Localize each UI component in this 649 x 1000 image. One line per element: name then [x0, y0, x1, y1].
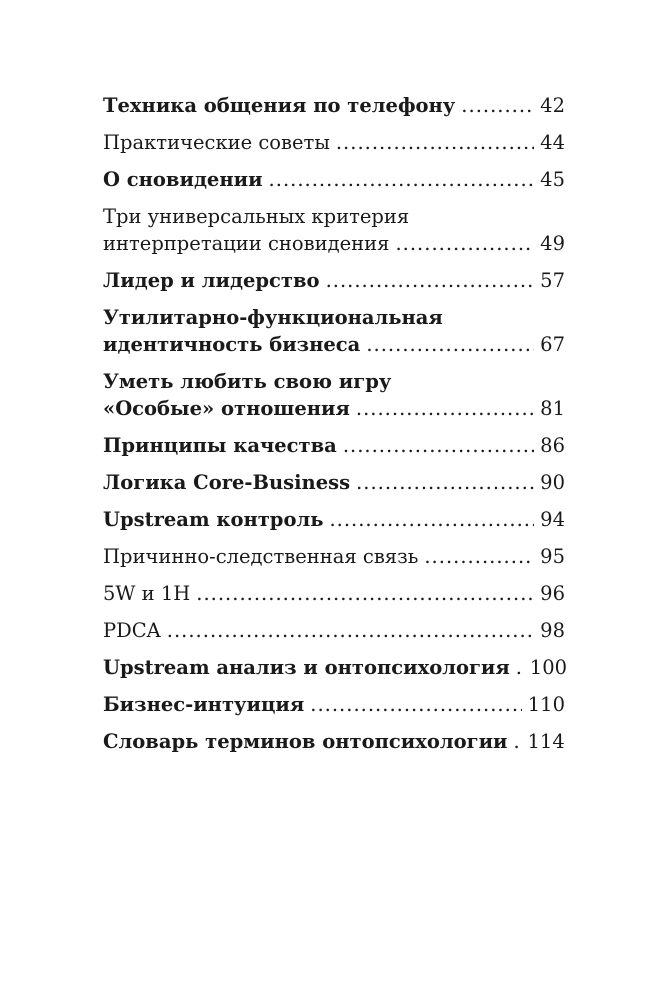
toc-entry-title: PDCA [103, 619, 161, 642]
toc-entry-line [103, 129, 565, 156]
toc-entry-title: Три универсальных критерия [103, 205, 410, 228]
toc-entry[interactable] [103, 129, 565, 156]
toc-entry-line [103, 230, 565, 257]
toc-entry-line [103, 543, 565, 570]
toc-entry-title: Upstream анализ и онтопсихология [103, 656, 510, 679]
toc-page-number: 94 [540, 508, 565, 531]
toc-entry[interactable] [103, 654, 568, 681]
toc-entry[interactable] [103, 304, 565, 358]
toc-entry[interactable] [103, 691, 565, 718]
toc-entry-title: Бизнес-интуиция [103, 693, 305, 716]
toc-entry-line [103, 728, 565, 755]
toc-entry-line [103, 469, 565, 496]
toc-entry[interactable] [103, 432, 565, 459]
toc-page-number: 45 [540, 168, 565, 191]
dot-leader [461, 92, 534, 119]
table-of-contents [103, 92, 568, 765]
dot-leader [424, 543, 534, 570]
toc-entry-title: Утилитарно-функциональная [103, 306, 443, 329]
toc-entry-title: Upstream контроль [103, 508, 324, 531]
dot-leader [343, 432, 534, 459]
toc-page-number: 49 [540, 232, 565, 255]
toc-entry-line [103, 331, 565, 358]
toc-page-number: 110 [527, 693, 565, 716]
toc-entry-title-continued: «Особые» отношения [103, 397, 350, 420]
toc-page-number: 86 [540, 434, 565, 457]
toc-entry[interactable] [103, 506, 565, 533]
toc-entry[interactable] [103, 92, 565, 119]
toc-page-number: 81 [540, 397, 565, 420]
toc-entry-title: Словарь терминов онтопсихологии [103, 730, 508, 753]
toc-page-number: 114 [527, 730, 565, 753]
toc-entry-line [103, 368, 565, 395]
toc-entry[interactable] [103, 166, 565, 193]
toc-entry-title: Практические советы [103, 131, 330, 154]
toc-entry[interactable] [103, 543, 565, 570]
dot-leader [310, 691, 522, 718]
toc-entry-title: Принципы качества [103, 434, 337, 457]
toc-entry-title: Уметь любить свою игру [103, 370, 392, 393]
dot-leader [356, 395, 534, 422]
toc-page-number: 44 [540, 131, 565, 154]
dot-leader [514, 728, 522, 755]
dot-leader [329, 506, 534, 533]
toc-entry-line [103, 506, 565, 533]
toc-entry-title: Причинно-следственная связь [103, 545, 419, 568]
toc-entry-title: Лидер и лидерство [103, 269, 320, 292]
toc-entry-line [103, 304, 565, 331]
toc-page-number: 96 [540, 582, 565, 605]
toc-entry-line [103, 617, 565, 644]
toc-entry-title-continued: идентичность бизнеса [103, 333, 361, 356]
dot-leader [366, 331, 534, 358]
dot-leader [167, 617, 534, 644]
dot-leader [356, 469, 534, 496]
dot-leader [326, 267, 535, 294]
toc-entry[interactable] [103, 203, 565, 257]
toc-entry[interactable] [103, 580, 565, 607]
dot-leader [395, 230, 534, 257]
toc-entry-line [103, 691, 565, 718]
toc-entry[interactable] [103, 617, 565, 644]
toc-entry-line [103, 654, 568, 681]
toc-entry-title: О сновидении [103, 168, 263, 191]
toc-entry[interactable] [103, 368, 565, 422]
toc-entry[interactable] [103, 728, 565, 755]
toc-page-number: 57 [540, 269, 565, 292]
toc-entry-line [103, 92, 565, 119]
toc-entry-title: 5W и 1H [103, 582, 191, 605]
toc-page-number: 42 [540, 94, 565, 117]
toc-entry[interactable] [103, 267, 565, 294]
dot-leader [196, 580, 534, 607]
toc-page-number: 100 [529, 656, 568, 679]
toc-page-number: 90 [540, 471, 565, 494]
toc-entry-line [103, 395, 565, 422]
toc-entry-title-continued: интерпретации сновидения [103, 232, 390, 255]
toc-entry[interactable] [103, 469, 565, 496]
toc-entry-title: Логика Core-Business [103, 471, 351, 494]
dot-leader [516, 654, 524, 681]
toc-entry-title: Техника общения по телефону [103, 94, 456, 117]
toc-entry-line [103, 267, 565, 294]
toc-entry-line [103, 432, 565, 459]
toc-entry-line [103, 203, 565, 230]
toc-page-number: 67 [540, 333, 565, 356]
toc-entry-line [103, 580, 565, 607]
dot-leader [336, 129, 534, 156]
toc-entry-line [103, 166, 565, 193]
toc-page-number: 95 [540, 545, 565, 568]
dot-leader [269, 166, 535, 193]
toc-page-number: 98 [540, 619, 565, 642]
